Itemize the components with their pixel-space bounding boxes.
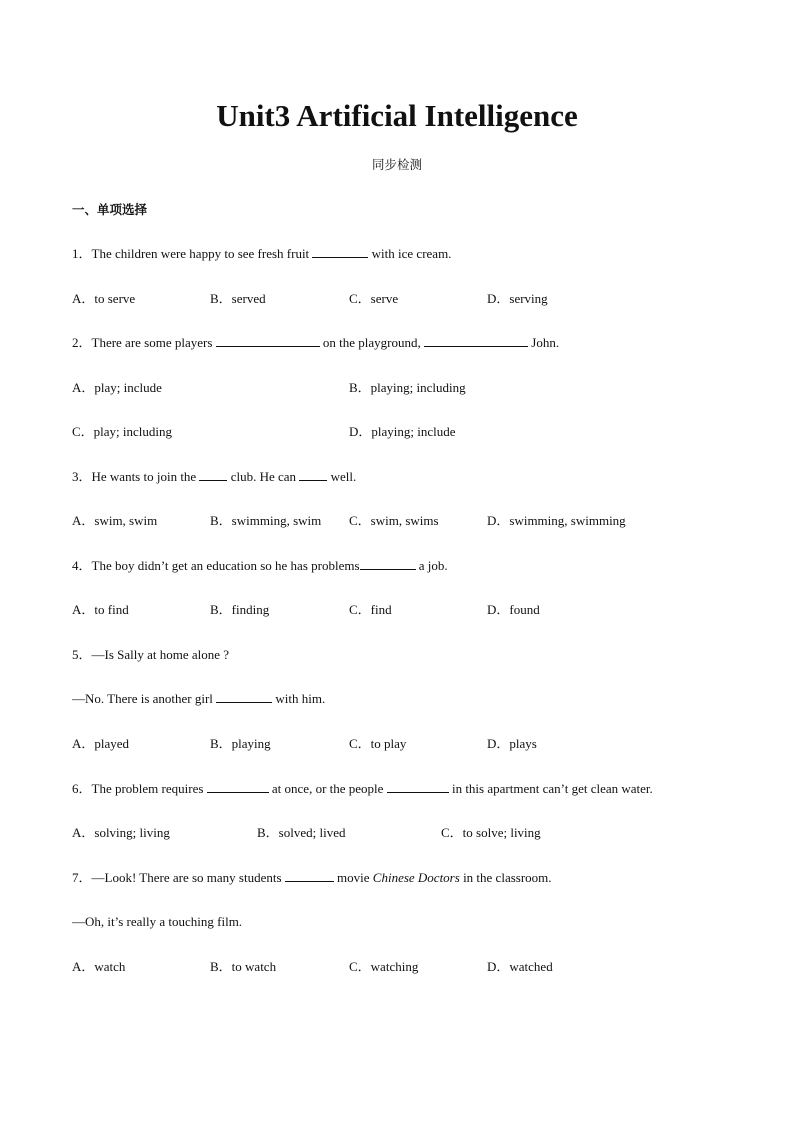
q4-option-a: A．to find: [72, 602, 129, 617]
q6-option-b: B．solved; lived: [257, 825, 346, 840]
question-1-stem: [72, 245, 451, 263]
question-text: 4．The boy didn’t get an education so he has problems: [72, 558, 360, 573]
question-text: movie: [333, 870, 373, 885]
q1-option-d: D．serving: [487, 291, 548, 306]
q7-option-c: C．watching: [349, 959, 419, 974]
movie-title: Chinese Doctors: [372, 870, 460, 885]
section-heading: 一、单项选择: [72, 202, 148, 217]
question-3-stem: [72, 468, 356, 486]
q4-option-c: C．find: [349, 602, 392, 617]
question-text: well.: [327, 469, 357, 484]
question-text: in this apartment can’t get clean water.: [448, 781, 653, 796]
question-text: 7．—Look! There are so many students: [72, 870, 285, 885]
q3-option-d: D．swimming, swimming: [487, 513, 626, 528]
page-subtitle: 同步检测: [371, 157, 422, 172]
question-text: with him.: [272, 691, 326, 706]
q2-option-b: B．playing; including: [349, 380, 466, 395]
question-text: club. He can: [227, 469, 300, 484]
question-text: 2．There are some players: [72, 335, 216, 350]
question-text: in the classroom.: [459, 870, 552, 885]
question-text: a job.: [415, 558, 448, 573]
answer-blank: [312, 245, 368, 258]
question-4-stem: [72, 557, 448, 575]
question-text: John.: [528, 335, 560, 350]
q7-option-b: B．to watch: [210, 959, 277, 974]
question-2-stem: [72, 334, 559, 352]
question-7-stem: [72, 869, 552, 887]
question-text: 6．The problem requires: [72, 781, 207, 796]
q5-option-b: B．playing: [210, 736, 271, 751]
q3-option-b: B．swimming, swim: [210, 513, 322, 528]
answer-blank: [424, 334, 528, 347]
q4-option-d: D．found: [487, 602, 540, 617]
q1-option-c: C．serve: [349, 291, 399, 306]
q1-option-a: A．to serve: [72, 291, 136, 306]
q5-option-d: D．plays: [487, 736, 537, 751]
q1-option-b: B．served: [210, 291, 266, 306]
question-text: 5．—Is Sally at home alone ?: [72, 647, 230, 662]
q3-option-c: C．swim, swims: [349, 513, 439, 528]
question-text: on the playground,: [319, 335, 425, 350]
q6-option-c: C．to solve; living: [441, 825, 541, 840]
question-text: at once, or the people: [268, 781, 387, 796]
q2-option-a: A．play; include: [72, 380, 162, 395]
q7-option-d: D．watched: [487, 959, 553, 974]
page-title: Unit3 Artificial Intelligence: [216, 98, 578, 133]
q7-option-a: A．watch: [72, 959, 126, 974]
q2-option-d: D．playing; include: [349, 424, 456, 439]
q3-option-a: A．swim, swim: [72, 513, 158, 528]
answer-blank: [199, 468, 227, 481]
question-7-dialogue: —Oh, it’s really a touching film.: [72, 914, 243, 929]
answer-blank: [207, 780, 269, 793]
q5-option-c: C．to play: [349, 736, 407, 751]
answer-blank: [216, 690, 272, 703]
answer-blank: [285, 869, 334, 882]
answer-blank: [387, 780, 449, 793]
q6-option-a: A．solving; living: [72, 825, 170, 840]
answer-blank: [360, 557, 416, 570]
question-text: 3．He wants to join the: [72, 469, 200, 484]
answer-blank: [299, 468, 327, 481]
q4-option-b: B．finding: [210, 602, 270, 617]
question-text: 1．The children were happy to see fresh fruit: [72, 246, 313, 261]
q2-option-c: C．play; including: [72, 424, 173, 439]
q5-option-a: A．played: [72, 736, 130, 751]
question-5-dialogue: [72, 690, 325, 708]
question-5-stem: [72, 646, 229, 664]
question-text: —No. There is another girl: [72, 691, 217, 706]
answer-blank: [216, 334, 320, 347]
question-6-stem: [72, 780, 653, 798]
question-text: with ice cream.: [368, 246, 452, 261]
